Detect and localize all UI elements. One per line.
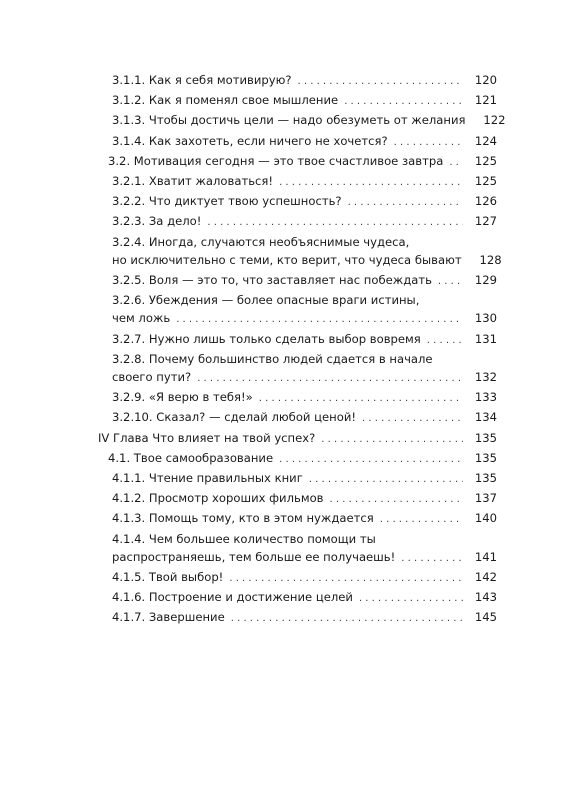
dot-leader	[380, 511, 463, 529]
toc-entry-title: 3.2.2. Что диктует твою успешность?	[112, 194, 342, 209]
toc-entry-line	[112, 469, 497, 489]
toc-page-number: 131	[474, 331, 497, 346]
dot-leader	[359, 590, 463, 608]
toc-entry-title: 4.1.2. Просмотр хороших фильмов	[112, 491, 324, 506]
toc-page-number: 137	[474, 491, 497, 506]
dot-leader	[309, 471, 463, 489]
toc-entry-line	[112, 330, 497, 350]
toc-entry-line	[98, 429, 497, 449]
toc-entry-line	[112, 71, 497, 91]
toc-entry	[0, 469, 571, 489]
toc-entry	[0, 608, 571, 628]
toc-entry	[0, 429, 571, 449]
toc-page-number: 140	[474, 511, 497, 526]
toc-page-number: 142	[474, 570, 497, 585]
toc-page-number: 127	[474, 214, 497, 229]
toc-entry	[0, 132, 571, 152]
toc-entry	[0, 350, 571, 388]
toc-entry-line	[112, 350, 497, 368]
toc-entry-title: 3.2. Мотивация сегодня — это твое счастливое завтра	[108, 153, 444, 168]
toc-entry-line	[112, 548, 497, 568]
dot-leader	[231, 610, 463, 628]
toc-page-number: 132	[474, 370, 497, 385]
toc-entry	[0, 408, 571, 428]
toc-entry-line	[112, 388, 497, 408]
toc-entry-line	[112, 368, 497, 388]
toc-entry	[0, 111, 571, 131]
toc-entry	[0, 192, 571, 212]
toc-entry-title: 3.2.10. Сказал? — сделай любой ценой!	[112, 410, 357, 425]
toc-page-number: 133	[474, 390, 497, 405]
toc-entry-title: IV Глава Что влияет на твой успех?	[98, 430, 316, 445]
dot-leader	[427, 332, 463, 350]
toc-page-number: 121	[474, 93, 497, 108]
toc-entry-line	[112, 172, 497, 192]
toc-entry-title: 4.1.1. Чтение правильных книг	[112, 471, 303, 486]
toc-page-number: 143	[474, 590, 497, 605]
toc-entry	[0, 71, 571, 91]
toc-entry-line	[112, 111, 506, 131]
dot-leader	[279, 451, 463, 469]
dot-leader	[348, 194, 463, 212]
dot-leader	[279, 174, 463, 192]
toc-entry-title: чем ложь	[112, 311, 171, 326]
toc-page-number: 145	[474, 610, 497, 625]
toc-entry-line	[112, 192, 497, 212]
toc-entry	[0, 530, 571, 568]
toc-entry-line	[112, 251, 502, 271]
toc-entry-title: 3.2.7. Нужно лишь только сделать выбор вовремя	[112, 331, 421, 346]
toc-entry-title: 3.1.1. Как я себя мотивирую?	[112, 73, 292, 87]
dot-leader	[197, 370, 463, 388]
toc-page-number: 125	[474, 174, 497, 189]
toc-entry-line	[112, 530, 497, 548]
toc-entry-title: распространяешь, тем больше ее получаешь!	[112, 549, 396, 564]
toc-entry-title: 4.1.5. Твой выбор!	[112, 570, 224, 585]
toc-entry-title: 3.1.3. Чтобы достичь цели — надо обезуметь от желания	[112, 113, 466, 128]
toc-entry	[0, 271, 571, 291]
dot-leader	[176, 311, 463, 329]
toc-entry-title: 4.1.4. Чем большее количество помощи ты	[112, 531, 376, 546]
toc-entry-title: 4.1.3. Помощь тому, кто в этом нуждается	[112, 511, 374, 526]
toc-entry	[0, 330, 571, 350]
dot-leader	[394, 134, 463, 152]
toc-entry-title: 3.2.9. «Я верю в тебя!»	[112, 390, 253, 405]
toc-entry-line	[112, 588, 497, 608]
toc-page-number: 126	[474, 194, 497, 209]
toc-page-number: 135	[474, 450, 497, 465]
toc-entry-line	[108, 152, 497, 172]
toc-page-number: 120	[474, 73, 497, 87]
toc-entry-title: 3.1.2. Как я поменял свое мышление	[112, 93, 339, 108]
toc-entry	[0, 388, 571, 408]
toc-entry-line	[112, 233, 497, 251]
toc-page-number: 124	[474, 133, 497, 148]
toc-page-number: 122	[483, 113, 506, 128]
dot-leader	[362, 410, 463, 428]
dot-leader	[207, 214, 463, 232]
toc-page-number: 125	[474, 153, 497, 168]
dot-leader	[298, 73, 464, 91]
toc-page-number: 129	[474, 273, 497, 288]
toc-entry-title: 3.2.3. За дело!	[112, 214, 202, 229]
toc-entry-title: 4.1. Твое самообразование	[108, 450, 274, 465]
toc-entry-line	[112, 408, 497, 428]
toc-page-number: 128	[479, 252, 502, 267]
toc-entry	[0, 291, 571, 329]
dot-leader	[449, 154, 463, 172]
toc-entry-title: 3.2.8. Почему большинство людей сдается в начале	[112, 351, 433, 366]
toc-entry-line	[112, 91, 497, 111]
toc-entry-line	[112, 509, 497, 529]
toc-entry-line	[112, 291, 497, 309]
toc-entry-title: 4.1.7. Завершение	[112, 610, 225, 625]
dot-leader	[321, 431, 463, 449]
toc-entry	[0, 233, 571, 271]
toc-entry-title: 3.2.5. Воля — это то, что заставляет нас побеждать	[112, 273, 432, 288]
toc-entry-line	[112, 489, 497, 509]
toc-entry	[0, 568, 571, 588]
toc-page-number: 134	[474, 410, 497, 425]
toc-page-number: 130	[474, 311, 497, 326]
toc-entry	[0, 91, 571, 111]
toc-entry-line	[108, 449, 497, 469]
toc-page-number: 135	[474, 430, 497, 445]
dot-leader	[229, 570, 463, 588]
dot-leader	[344, 93, 463, 111]
toc-entry-title: 4.1.6. Построение и достижение целей	[112, 590, 353, 605]
toc-entry-title: своего пути?	[112, 370, 192, 385]
toc-entry-title: 3.2.6. Убеждения — более опасные враги истины,	[112, 293, 420, 308]
toc-entry	[0, 212, 571, 232]
toc-page-number: 141	[474, 549, 497, 564]
toc-entry-line	[112, 212, 497, 232]
toc-page-number: 135	[474, 471, 497, 486]
toc-entry-line	[112, 271, 497, 291]
toc-entry-line	[112, 608, 497, 628]
toc-entry	[0, 588, 571, 608]
toc-entry-title: 3.2.4. Иногда, случаются необъяснимые чудеса,	[112, 234, 410, 249]
toc-entry	[0, 172, 571, 192]
toc-entry-title: но исключительно с теми, кто верит, что чудеса бывают	[112, 252, 462, 267]
toc-entry-title: 3.2.1. Хватит жаловаться!	[112, 174, 274, 189]
dot-leader	[438, 273, 463, 291]
toc-entry	[0, 509, 571, 529]
toc-entry-line	[112, 132, 497, 152]
toc-entry-line	[112, 568, 497, 588]
toc-entry	[0, 152, 571, 172]
dot-leader	[401, 550, 463, 568]
toc-entry	[0, 449, 571, 469]
toc-entry	[0, 489, 571, 509]
dot-leader	[259, 390, 463, 408]
table-of-contents	[0, 71, 571, 629]
toc-entry-line	[112, 309, 497, 329]
dot-leader	[330, 491, 463, 509]
toc-entry-title: 3.1.4. Как захотеть, если ничего не хочется?	[112, 133, 388, 148]
